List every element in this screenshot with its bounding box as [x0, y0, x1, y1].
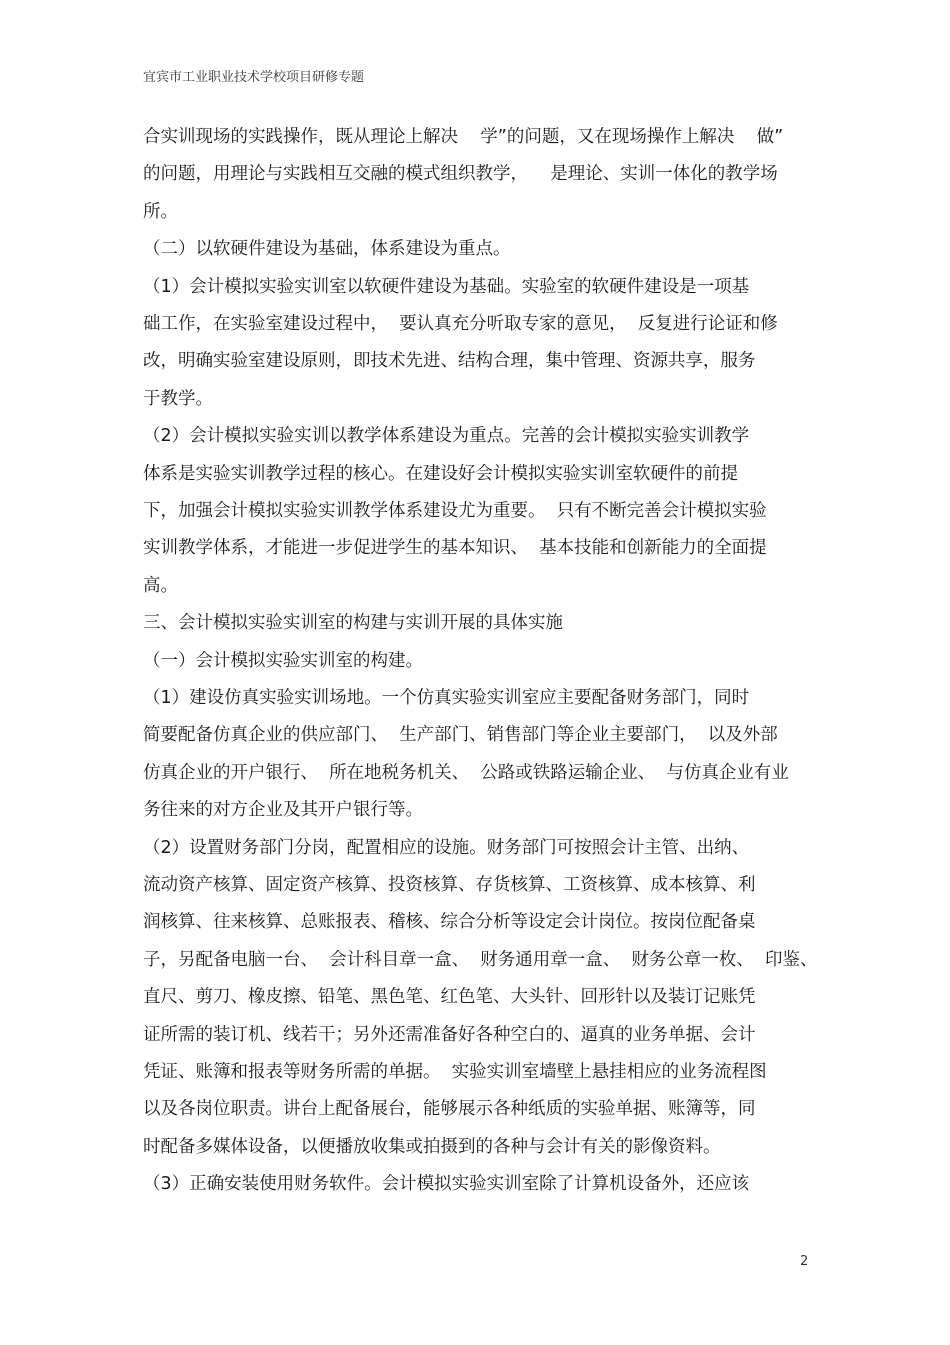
body-line: （2）设置财务部门分岗，配置相应的设施。财务部门可按照会计主管、出纳、: [143, 837, 750, 858]
body-line: 仿真企业的开户银行、 所在地税务机关、 公路或铁路运输企业、 与仿真企业有业: [143, 762, 789, 783]
body-line: 所。: [143, 201, 178, 222]
body-line: 三、会计模拟实验实训室的构建与实训开展的具体实施: [143, 613, 563, 634]
body-line: 务往来的对方企业及其开户银行等。: [143, 800, 423, 821]
body-line: 以及各岗位职责。讲台上配备展台，能够展示各种纸质的实验单据、账簿等，同: [143, 1099, 756, 1120]
body-line: 于教学。: [143, 388, 213, 409]
body-line: 下，加强会计模拟实验实训教学体系建设尤为重要。 只有不断完善会计模拟实验: [143, 501, 767, 521]
body-line: 直尺、剪刀、橡皮擦、铅笔、黑色笔、红色笔、大头针、回形针以及装订记账凭: [143, 987, 756, 1008]
body-line: 流动资产核算、固定资产核算、投资核算、存货核算、工资核算、成本核算、利: [143, 875, 756, 895]
body-line: （3）正确安装使用财务软件。会计模拟实验实训室除了计算机设备外，还应该: [143, 1174, 750, 1195]
body-line: 润核算、往来核算、总账报表、稽核、综合分析等设定会计岗位。按岗位配备桌: [143, 912, 756, 933]
body-line: （一）会计模拟实验实训室的构建。: [143, 650, 423, 671]
body-line: 凭证、账簿和报表等财务所需的单据。 实验实训室墙壁上悬挂相应的业务流程图: [143, 1062, 767, 1082]
body-line: 子，另配备电脑一台、 会计科目章一盒、 财务通用章一盒、 财务公章一枚、 印鉴、: [143, 949, 818, 970]
body-line: 简要配备仿真企业的供应部门、 生产部门、销售部门等企业主要部门， 以及外部: [143, 725, 778, 746]
body-line: 改，明确实验室建设原则，即技术先进、结构合理，集中管理、资源共享，服务: [143, 351, 756, 372]
body-line: 时配备多媒体设备，以便播放收集或拍摄到的各种与会计有关的影像资料。: [143, 1136, 721, 1157]
body-line: （2）会计模拟实验实训以教学体系建设为重点。完善的会计模拟实验实训教学: [143, 426, 750, 447]
body-line: 证所需的装订机、线若干；另外还需准备好各种空白的、逼真的业务单据、会计: [143, 1024, 756, 1045]
running-header: 宜宾市工业职业技术学校项目研修专题: [143, 70, 365, 85]
body-line: （1）会计模拟实验实训室以软硬件建设为基础。实验室的软硬件建设是一项基: [143, 276, 750, 297]
page-number: 2: [800, 1254, 809, 1269]
body-line: 实训教学体系，才能进一步促进学生的基本知识、 基本技能和创新能力的全面提: [143, 538, 767, 559]
body-line: 高。: [143, 575, 178, 596]
body-line: 合实训现场的实践操作，既从理论上解决 学”的问题，又在现场操作上解决 做”: [143, 127, 784, 147]
body-line: 体系是实验实训教学过程的核心。在建设好会计模拟实验实训室软硬件的前提: [143, 463, 738, 484]
body-line: 础工作，在实验室建设过程中， 要认真充分听取专家的意见， 反复进行论证和修: [143, 314, 778, 334]
body-line: （二）以软硬件建设为基础，体系建设为重点。: [143, 239, 511, 260]
body-line: （1）建设仿真实验实训场地。一个仿真实验实训室应主要配备财务部门，同时: [143, 688, 750, 708]
body-line: 的问题，用理论与实践相互交融的模式组织教学， 是理论、实训一体化的教学场: [143, 164, 778, 185]
